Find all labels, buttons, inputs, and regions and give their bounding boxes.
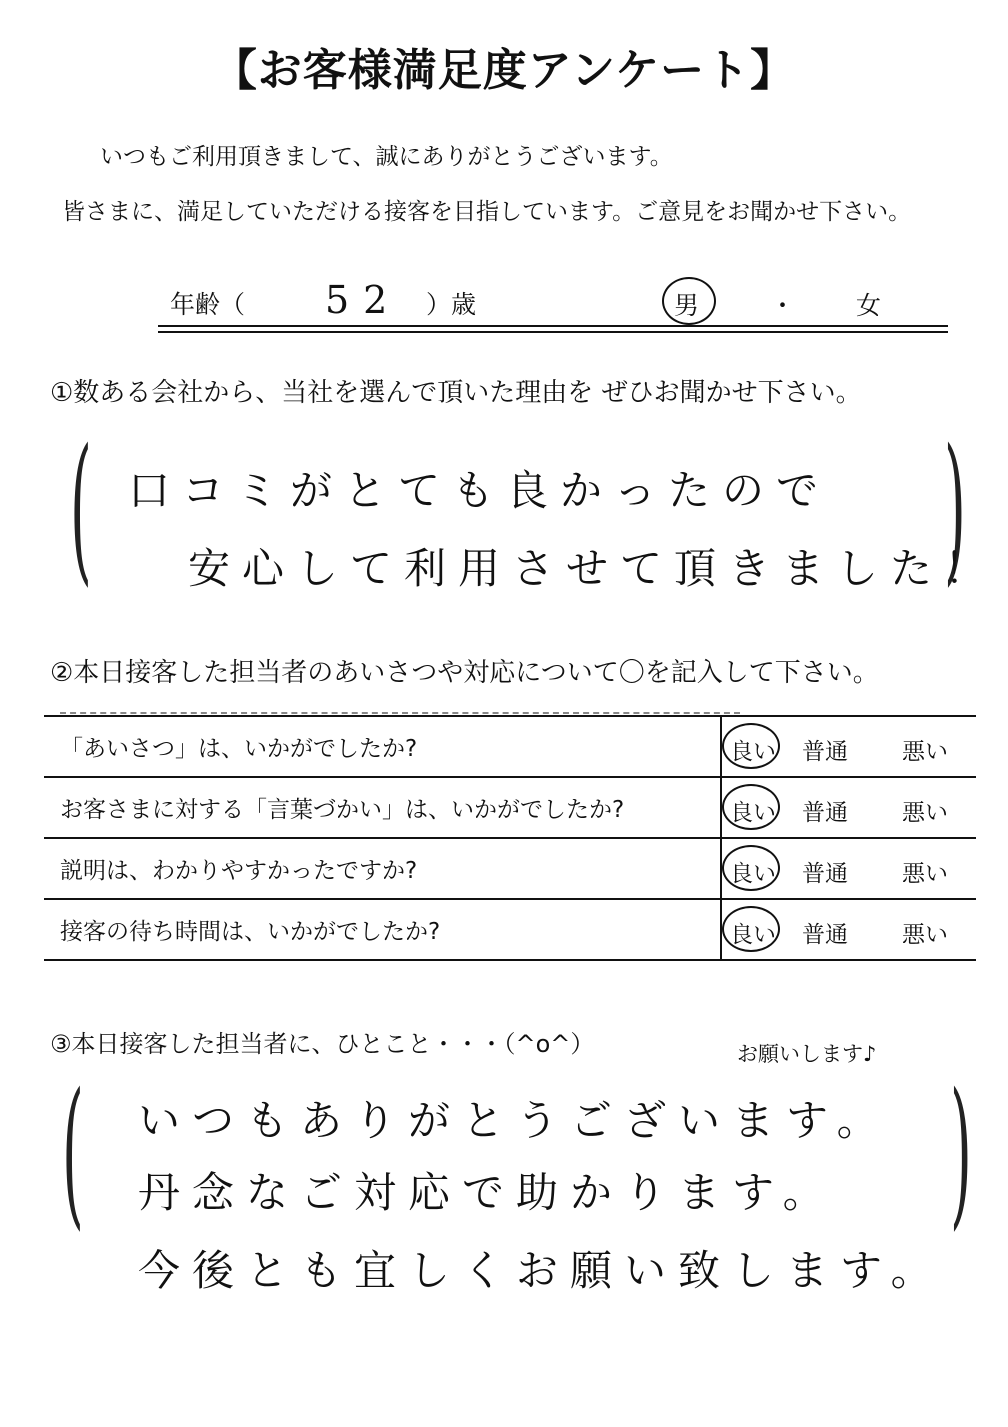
q3-answer-line-1[interactable]: いつもありがとうございます。: [138, 1096, 891, 1145]
rating-options: [721, 838, 976, 899]
q3-answer-line-3[interactable]: 今後とも宜しくお願い致します。: [138, 1246, 945, 1295]
profile-rule: [158, 325, 948, 327]
option-average[interactable]: 普通: [802, 922, 848, 948]
scribble-mark: [60, 712, 740, 714]
option-good[interactable]: 良い: [730, 800, 776, 826]
age-value[interactable]: 52: [325, 278, 402, 322]
rating-question: 接客の待ち時間は、いかがでしたか?: [44, 899, 721, 960]
q1-close-bracket: ): [944, 414, 966, 601]
age-unit: ）歳: [426, 290, 477, 319]
gender-female[interactable]: 女: [856, 291, 882, 320]
table-row: [44, 777, 976, 838]
request-note: お願いします♪: [737, 1042, 877, 1066]
option-average[interactable]: 普通: [802, 861, 848, 887]
intro-line-2: 皆さまに、満足していただける接客を目指しています。ご意見をお聞かせ下さい。: [62, 199, 912, 225]
question-1: ①数ある会社から、当社を選んで頂いた理由を ぜひお聞かせ下さい。: [50, 378, 862, 408]
rating-question: お客さまに対する「言葉づかい」は、いかがでしたか?: [44, 777, 721, 838]
rating-options: [721, 899, 976, 960]
question-2: ②本日接客した担当者のあいさつや対応について〇を記入して下さい。: [50, 658, 879, 688]
q1-open-bracket: (: [70, 414, 92, 601]
table-row: [44, 716, 976, 777]
survey-title: 【お客様満足度アンケート】: [212, 45, 796, 96]
rating-options: [721, 777, 976, 838]
profile-rule-double: [158, 331, 948, 333]
option-average[interactable]: 普通: [802, 739, 848, 765]
rating-question: 説明は、わかりやすかったですか?: [44, 838, 721, 899]
option-bad[interactable]: 悪い: [902, 922, 948, 948]
option-bad[interactable]: 悪い: [902, 861, 948, 887]
q3-open-bracket: (: [62, 1058, 84, 1245]
q3-close-bracket: ): [950, 1058, 972, 1245]
intro-line-1: いつもご利用頂きまして、誠にありがとうございます。: [100, 144, 673, 170]
age-label: 年齢（: [170, 290, 246, 319]
rating-table: [44, 715, 976, 961]
table-row: [44, 838, 976, 899]
gender-male[interactable]: 男: [674, 291, 700, 320]
rating-options: [721, 716, 976, 777]
q1-answer-line-1[interactable]: 口コミがとても良かったので: [128, 466, 831, 515]
option-bad[interactable]: 悪い: [902, 739, 948, 765]
option-bad[interactable]: 悪い: [902, 800, 948, 826]
q1-answer-line-2[interactable]: 安心して利用させて頂きました！: [188, 544, 999, 593]
table-row: [44, 899, 976, 960]
question-3: ③本日接客した担当者に、ひとこと・・・（^o^）: [50, 1030, 595, 1058]
option-good[interactable]: 良い: [730, 739, 776, 765]
rating-question: 「あいさつ」は、いかがでしたか?: [44, 716, 721, 777]
gender-separator: ・: [770, 291, 796, 320]
option-good[interactable]: 良い: [730, 922, 776, 948]
option-average[interactable]: 普通: [802, 800, 848, 826]
option-good[interactable]: 良い: [730, 861, 776, 887]
q3-answer-line-2[interactable]: 丹念なご対応で助かります。: [138, 1168, 837, 1217]
